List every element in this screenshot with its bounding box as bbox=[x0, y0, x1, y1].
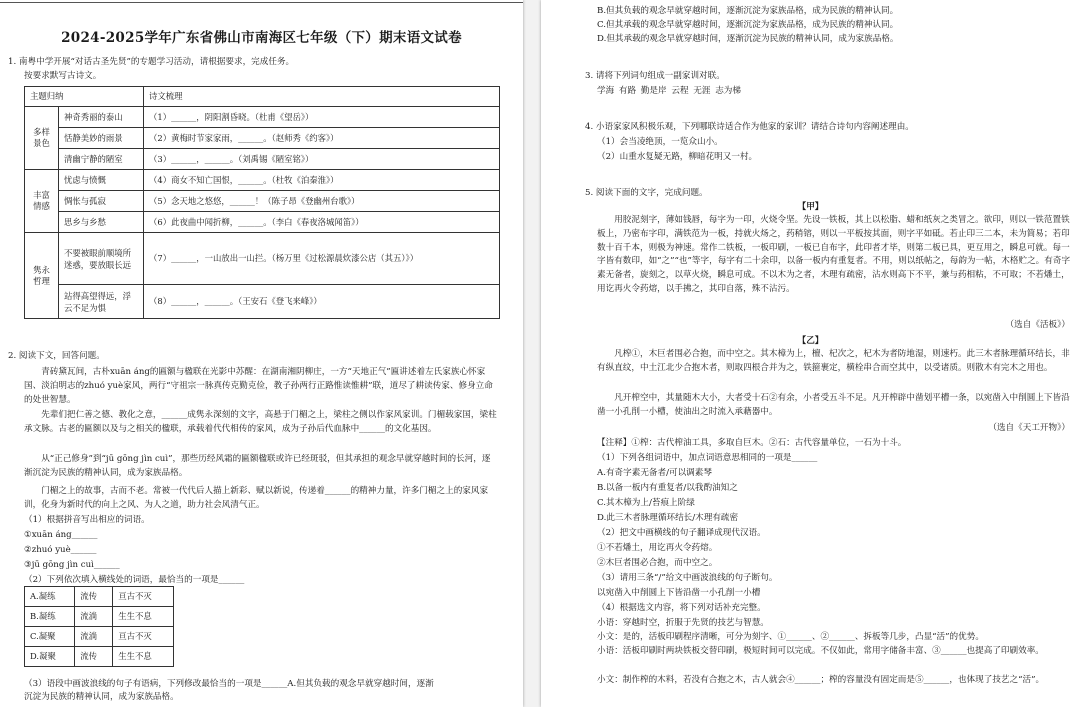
passage-yi-2: 凡开榨空中，其量随木大小，大者受十石②有余，小者受五斗不足。凡开榨辟中凿划平槽一条，以宛凿入中削圆上下皆沿凿一小孔削一小槽，使油出之时流入承藉器中。 bbox=[597, 393, 1070, 417]
q2-intro: 2. 阅读下文，回答问题。 bbox=[8, 351, 105, 361]
table-subtheme: 清幽宁静的陋室 bbox=[59, 149, 144, 170]
option-cell: B.凝练 bbox=[25, 607, 75, 627]
option-cell: A.凝练 bbox=[25, 587, 75, 607]
passage-yi-1: 凡榨①，木巨者围必合抱，而中空之。其木樟为上，檀、杞次之，杞木为者防地湿，则速朽。此三木者脉理循环结长，非有纵直纹，中土江北少合抱木者，则取四根合并为之，铁箍裹定，横栓串合而空其中，以受诸质。则散木有完木之用也。 bbox=[597, 349, 1070, 373]
table-subtheme: 神奇秀丽的泰山 bbox=[59, 107, 144, 128]
q5-sub1: （1）下列各组词语中，加点词语意思相同的一项是______ bbox=[597, 453, 818, 463]
option-cell: 流淌 bbox=[75, 627, 113, 647]
table-poem-line: （3）______，______。（刘禹锡《陋室铭》） bbox=[144, 149, 500, 170]
table-subtheme: 不要被眼前顺境所迷惑，要放眼长远 bbox=[59, 233, 144, 285]
option-b: B.但其负载的观念早就穿越时间，逐渐沉淀为家族品格，成为民族的精神认同。 bbox=[597, 6, 899, 16]
q2-sub2: （2）下列依次填入横线处的词语，最恰当的一项是______ bbox=[24, 575, 245, 585]
dialogue-3: 小语：活板印刷时两块铁板交替印刷，极短时间可以完成。不仅如此，常用字储备丰富、③______也提高了印刷效率。 bbox=[597, 646, 1044, 656]
passage-yi-source: （选自《天工开物》） bbox=[988, 423, 1070, 433]
annotation: 【注释】①榨：古代榨油工具，多取自巨木。②石：古代容量单位，一石为十斗。 bbox=[597, 438, 907, 448]
table-subtheme: 忧虑与愤慨 bbox=[59, 170, 144, 191]
q5-intro: 5. 阅读下面的文字，完成问题。 bbox=[585, 188, 708, 198]
passage-yi-label: 【乙】 bbox=[797, 336, 824, 346]
option-cell: 生生不息 bbox=[113, 647, 174, 667]
translate-2: ②木巨者围必合抱，而中空之。 bbox=[597, 558, 718, 568]
category-scenery: 多样景色 bbox=[25, 107, 59, 170]
q3-intro: 3. 请将下列词句组成一副家训对联。 bbox=[585, 71, 725, 81]
q5-option-d: D.此三木者脉理循环结长/木理有疏密 bbox=[597, 513, 739, 523]
option-cell: C.凝聚 bbox=[25, 627, 75, 647]
category-philosophy: 隽永哲理 bbox=[25, 233, 59, 319]
q5-sub4: （4）根据选文内容，将下列对话补充完整。 bbox=[597, 603, 766, 613]
option-cell: 流传 bbox=[75, 587, 113, 607]
pinyin-2: ②zhuó yuè______ bbox=[24, 545, 97, 555]
option-cell: 亘古不灭 bbox=[113, 587, 174, 607]
q5-option-b: B.以备一板内有重复者/以我酌油知之 bbox=[597, 483, 738, 493]
passage-jia-label: 【甲】 bbox=[797, 202, 824, 212]
dialogue-2: 小文：是的，活板印刷程序清晰，可分为刻字、①______、②______、拆板等几步，凸显“活”的优势。 bbox=[597, 632, 984, 642]
q5-sub3: （3）请用三条“/”给文中画波浪线的句子断句。 bbox=[597, 573, 778, 583]
passage-jia: 用胶泥刻字，薄如钱唇，每字为一印，火烧令坚。先设一铁板，其上以松脂、蜡和纸灰之类冒之。欲印，则以一铁范置铁板上，乃密布字印，满铁范为一板，持就火炀之，药稍镕，则以一平板按其面，则字平如砥。若止印三二本，未为简易；若印数十百千本，则极为神速。常作二铁板，一板印刷，一板已自布字，此印者才毕，则第二板已具，更互用之，瞬息可就。每一字皆有数印，如“之”“也”等字，每字有二十余印，以备一板内有重复者。不用，则以纸帖之，每韵为一帖，木格贮之。有奇字素无备者，旋刻之，以草火烧，瞬息可成。不以木为之者，木理有疏密，沾水则高下不平，兼与药相粘，不可取；不若燔土，用讫再火令药熔，以手拂之，其印自落，殊不沾污。 bbox=[597, 215, 1071, 294]
category-emotion: 丰富情感 bbox=[25, 170, 59, 233]
table-subtheme: 恬静美妙的雨景 bbox=[59, 128, 144, 149]
option-cell: 流淌 bbox=[75, 607, 113, 627]
dialogue-1: 小语：穿越时空，折服于先贤的技艺与智慧。 bbox=[597, 618, 769, 628]
option-cell: 亘古不灭 bbox=[113, 627, 174, 647]
dialogue-4: 小文：制作榨的木料，若没有合抱之木，古人就会④______；榨的容量没有固定而是⑤______，也体现了技艺之“活”。 bbox=[597, 675, 1045, 685]
q5-option-a: A.有奇字素无备者/可以调素琴 bbox=[597, 468, 712, 478]
option-c: C.但其承载的观念早就穿越时间，逐渐沉淀为家族品格，成为民族的精神认同。 bbox=[597, 20, 899, 30]
table-subtheme: 思乡与乡愁 bbox=[59, 212, 144, 233]
q4-choice-1: （1）会当凌绝顶，一览众山小。 bbox=[597, 137, 723, 147]
table-poem-line: （4）商女不知亡国恨，______。（杜牧《泊秦淮》） bbox=[144, 170, 500, 191]
table-poem-line: （5）念天地之悠悠，______！（陈子昂《登幽州台歌》） bbox=[144, 191, 500, 212]
q5-option-c: C.其木樟为上/苔痕上阶绿 bbox=[597, 498, 695, 508]
q2-paragraph-1: 青砖黛瓦间，古朴xuān áng的匾额与楹联在光影中苏醒：在湖南湘阴柳庄，一方“天地正气”匾讲述着左氏家族心怀家国、淡泊明志的zhuó yuè家风，两行“守祖宗一脉真传克勤克俭，教子孙两行正路惟读惟耕”联，道尽了耕读传家、修身立命的处世智慧。 bbox=[24, 367, 493, 406]
document-page-left bbox=[0, 0, 523, 707]
q1-intro: 1. 南粤中学开展“对话古圣先贤”的专题学习活动，请根据要求，完成任务。 bbox=[8, 57, 295, 67]
passage-jia-source: （选自《活板》） bbox=[1005, 320, 1070, 330]
poem-table bbox=[24, 86, 500, 319]
page-title: 2024-2025学年广东省佛山市南海区七年级（下）期末语文试卷 bbox=[61, 30, 462, 46]
page-top-rule bbox=[0, 2, 523, 3]
table-poem-line: （7）______，一山放出一山拦。（杨万里《过松源晨炊漆公店（其五）》） bbox=[144, 233, 500, 285]
table-header-poems: 诗文梳理 bbox=[144, 87, 500, 107]
option-d: D.但其承载的观念早就穿越时间，逐渐沉淀为民族的精神认同，成为家族品格。 bbox=[597, 34, 899, 44]
word-options-table bbox=[24, 586, 174, 667]
q1-task: 按要求默写古诗文。 bbox=[24, 71, 102, 81]
q2-paragraph-2: 先辈们把仁善之德、教化之意，______成隽永深刻的文字，高悬于门楣之上，梁柱之侧以作家风家训。门楣载家国，梁柱承文脉。古老的匾额以及与之相关的楹联，承载着代代相传的家风，成为子孙后代血脉中______的文化基因。 bbox=[24, 410, 497, 435]
q2-sub1: （1）根据拼音写出相应的词语。 bbox=[24, 515, 150, 525]
table-poem-line: （2）黄梅时节家家雨，______。（赵师秀《约客》） bbox=[144, 128, 500, 149]
option-cell: 生生不息 bbox=[113, 607, 174, 627]
q2-sub3: （3）语段中画波浪线的句子有语病，下列修改最恰当的一项是______A.但其负载的观念早就穿越时间，逐渐 bbox=[24, 679, 434, 689]
q5-sub2: （2）把文中画横线的句子翻译成现代汉语。 bbox=[597, 528, 766, 538]
table-poem-line: （6）此夜曲中闻折柳，______。（李白《春夜洛城闻笛》） bbox=[144, 212, 500, 233]
table-header-theme: 主题归纳 bbox=[25, 87, 144, 107]
q2-sub3-cont: 沉淀为民族的精神认同，成为家族品格。 bbox=[24, 692, 179, 702]
q2-paragraph-3: 从“正己修身”到“jū gōng jìn cuì”，那些历经风霜的匾额楹联或许已经斑驳，但其承担的观念早就穿越时间的长河，逐渐沉淀为民族的精神认同，成为家族品格。 bbox=[24, 454, 491, 479]
translate-1: ①不若燔土，用讫再火令药熔。 bbox=[597, 543, 718, 553]
table-subtheme: 惆怅与孤寂 bbox=[59, 191, 144, 212]
sentence-to-punctuate: 以宛凿入中削圆上下皆沿凿一小孔削一小槽 bbox=[597, 588, 761, 598]
option-cell: 流传 bbox=[75, 647, 113, 667]
document-page-right bbox=[541, 0, 1080, 707]
q3-words: 学海 有路 勤是岸 云程 无涯 志为梯 bbox=[597, 86, 741, 96]
option-cell: D.凝聚 bbox=[25, 647, 75, 667]
pinyin-1: ①xuān áng______ bbox=[24, 530, 98, 540]
table-subtheme: 站得高望得远，浮云不足为惧 bbox=[59, 285, 144, 319]
q2-paragraph-4: 门楣之上的故事，古而不老。常被一代代后人描上新彩、赋以新说，传递着______的精神力量，许多门楣之上的家风家训，化身为新时代的向上之风、为人之道，助力社会风清气正。 bbox=[24, 486, 489, 511]
q4-choice-2: （2）山重水复疑无路，柳暗花明又一村。 bbox=[597, 152, 758, 162]
table-poem-line: （8）______，______。（王安石《登飞来峰》） bbox=[144, 285, 500, 319]
q4-intro: 4. 小语家家风积极乐观，下列哪联诗适合作为他家的家训？请结合诗句内容阐述理由。 bbox=[585, 122, 914, 132]
table-poem-line: （1）______，阴阳割昏晓。（杜甫《望岳》） bbox=[144, 107, 500, 128]
pinyin-3: ③jū gōng jìn cuì______ bbox=[24, 560, 120, 570]
